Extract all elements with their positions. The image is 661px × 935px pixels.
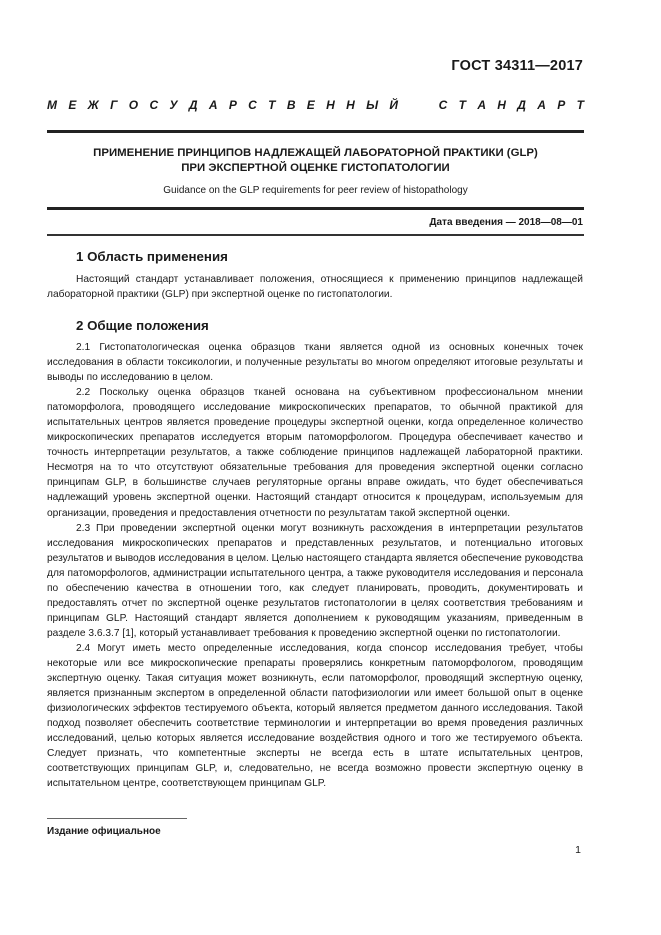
interstate-letter: А [208,98,218,112]
section-1-paragraph: Настоящий стандарт устанавливает положения, относящиеся к применению принципов надлежащей лабораторной практики (GLP) при экспертной оценке по гистопатологии. [47,274,583,301]
paragraph-2-2: 2.2 Поскольку оценка образцов тканей основана на субъективном профессиональном мнении патоморфолога, проводящего исследование микроскопических препаратов, то обычной практикой для испытательных центров является проведение процедуры экспертной оценки, когда определенное количество микроскопических препаратов исследуется вторым патоморфологом. Процедура обеспечивает качество и точность интерпретации результатов, а также соблюдение принципов надлежащей лабораторной практики. Несмотря на то что отсутствуют обязательные требования для проведения экспертной оценки согласно принципам GLP, в большинстве случаев регуляторные органы вправе ожидать, что будет обеспечиваться надлежащий уровень экспертной оценки. Настоящий стандарт относится к процедурам, используемым для организации, проведения и предоставления отчетности по результатам такой экспертной оценки. [47,387,583,519]
date-of-introduction: Дата введения — 2018—08—01 [429,217,583,228]
interstate-letter: Ы [366,98,379,112]
interstate-letter: А [537,98,546,112]
header-divider [47,130,584,133]
interstate-letter: С [248,98,257,112]
interstate-letter: В [286,98,296,112]
interstate-letter: Т [268,98,276,112]
interstate-letter: У [169,98,178,112]
interstate-letter: Й [389,98,399,112]
interstate-standard-heading [47,98,584,112]
title-line-1: ПРИМЕНЕНИЕ ПРИНЦИПОВ НАДЛЕЖАЩЕЙ ЛАБОРАТОРНОЙ ПРАКТИКИ (GLP) [93,147,538,159]
interstate-letter: Г [110,98,118,112]
interstate-letter: Е [68,98,77,112]
interstate-letter: С [438,98,448,112]
official-edition-label: Издание официальное [47,826,161,837]
interstate-letter: Ж [87,98,99,112]
interstate-letter: М [47,98,57,112]
section-2-heading: 2 Общие положения [76,318,209,333]
date-divider [47,234,584,236]
interstate-letter: А [477,98,486,112]
paragraph-2-1: 2.1 Гистопатологическая оценка образцов ткани является одной из основных конечных точек исследования в области токсикологии, и полученные результаты во многом определяют итоговые результаты и выводы по исследованию в целом. [47,342,583,384]
paragraph-2-3: 2.3 При проведении экспертной оценки могут возникнуть расхождения в интерпретации результатов исследования микроскопических препаратов и представленных результатов, и потенциально итоговых результатов и выводов исследования в целом. Целью настоящего стандарта является обеспечение руководства для патоморфологов, администрации испытательного центра, а также руководителя исследования и персонала по обеспечению качества в отношении того, как следует планировать, проводить, документировать и предоставлять отчет по экспертной оценке результатов гистопатологии в целях соответствия требованиям и принципам GLP. Настоящий стандарт является дополнением к руководящим указаниям, приведенным в разделе 3.6.3.7 [1], который устанавливает требования к проведению экспертной оценки по гистопатологии. [47,522,583,639]
interstate-letter: Д [517,98,526,112]
standard-code: ГОСТ 34311—2017 [451,58,583,74]
title-divider [47,207,584,210]
interstate-letter [409,98,412,112]
interstate-letter: Т [458,98,466,112]
english-title: Guidance on the GLP requirements for peer review of histopathology [163,185,468,196]
interstate-letter: Т [576,98,584,112]
interstate-letter: Н [497,98,506,112]
interstate-letter: Р [557,98,566,112]
paragraph-2-4: 2.4 Могут иметь место определенные исследования, когда спонсор исследования требует, чтобы некоторые или все микроскопические препараты проверялись конкретным патоморфологом, проводящим экспертную оценку. Такая ситуация может возникнуть, если патоморфолог, проводящий экспертную оценку, является признанным экспертом в определенной области патофизиологии или имеет большой опыт в оценке физиологических эффектов тестируемого объекта, который является предметом данного исследования. Такой подход позволяет обеспечить соответствие терминологии и интерпретации во время проведения различных исследований, целью которых является исследование воздействия одного и того же тестируемого объекта. Следует признать, что компетентные эксперты не всегда есть в штате испытательных центров, соответствующих принципам GLP, и, следовательно, не всегда возможно провести экспертную оценку в испытательном центре, соответствующем принципам GLP. [47,642,583,790]
interstate-letter: О [128,98,139,112]
interstate-letter: Д [188,98,198,112]
interstate-letter: Н [346,98,355,112]
section-2-body [47,340,583,791]
section-1-body [47,272,583,302]
interstate-letter: С [149,98,159,112]
interstate-letter: Е [306,98,315,112]
title-line-2: ПРИ ЭКСПЕРТНОЙ ОЦЕНКЕ ГИСТОПАТОЛОГИИ [181,162,450,174]
page-number: 1 [575,844,581,856]
interstate-letter: Р [228,98,237,112]
section-1-heading: 1 Область применения [76,249,228,264]
interstate-letter: Н [326,98,335,112]
footer-divider [47,818,187,819]
interstate-letter [424,98,427,112]
document-title [47,146,584,176]
